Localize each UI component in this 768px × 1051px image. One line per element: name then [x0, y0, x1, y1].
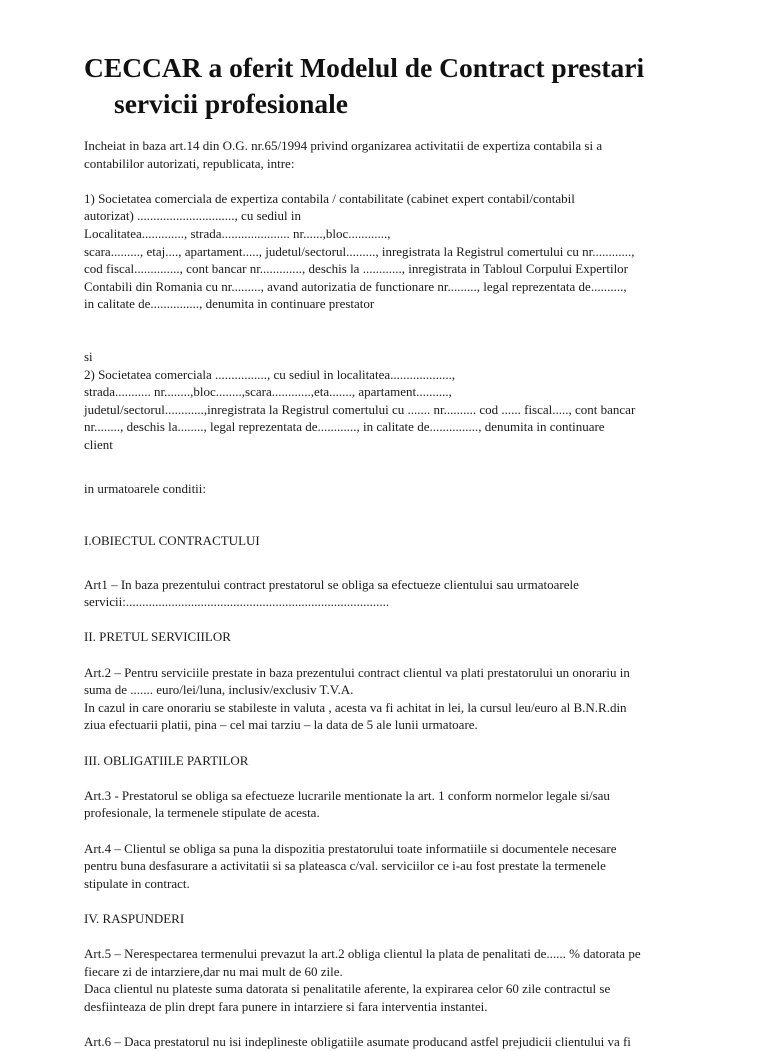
intro-line-1: Incheiat in baza art.14 din O.G. nr.65/1994 privind organizarea activitatii de expertiza contabila si a	[84, 138, 603, 153]
art2-line-4: ziua efectuarii platii, pina – cel mai tarziu – la data de 5 ale lunii urmatoare.	[84, 717, 478, 733]
party2-line-5: client	[84, 436, 113, 452]
intro-line-2: contabililor autorizati, republicata, intre:	[84, 155, 295, 171]
document-title	[84, 50, 744, 122]
party1-line-4: scara........., etaj...., apartament....., judetul/sectorul........., inregistrata la Registrul comertului cu nr............,	[84, 243, 635, 259]
conjunction-si: si	[84, 348, 93, 364]
section-heading-obligatii: III. OBLIGATIILE PARTILOR	[84, 752, 249, 768]
party2-line-1: 2) Societatea comerciala ................, cu sediul in localitatea...................,	[84, 366, 456, 382]
art6-line-1: Art.6 – Daca prestatorul nu isi indeplineste obligatiile asumate producand astfel prejudicii clientului va fi	[84, 1034, 631, 1050]
art2-line-1: Art.2 – Pentru serviciile prestate in baza prezentului contract clientul va plati prestatorului un onorariu in	[84, 664, 630, 680]
party1-line-3: Localitatea............., strada..................... nr......,bloc............,	[84, 225, 391, 241]
art2-line-3: In cazul in care onorariu se stabileste in valuta , acesta va fi achitat in lei, la cursul leu/euro al B.N.R.din	[84, 699, 627, 715]
art1-line-2: servicii:.................................................................................	[84, 594, 390, 610]
art5-line-4: desfiinteaza de plin drept fara punere in intarziere si fara interventia instantei.	[84, 998, 488, 1014]
art1-line-1: Art1 – In baza prezentului contract prestatorul se obliga sa efectueze clientului sau urmatoarele	[84, 576, 579, 592]
party2-line-2: strada........... nr........,bloc........,scara............,eta......., apartament..........,	[84, 384, 452, 400]
art4-line-2: pentru buna desfasurare a activitatii si sa plateasca c/val. serviciilor ce i-au fost prestate la termenele	[84, 858, 606, 874]
section-heading-raspunderi: IV. RASPUNDERI	[84, 910, 185, 926]
title-line-1: CECCAR a oferit Modelul de Contract prestari	[84, 52, 645, 83]
party2-line-4: nr........, deschis la........, legal reprezentata de............, in calitate de..............., denumita in continuare	[84, 419, 605, 435]
art4-line-3: stipulate in contract.	[84, 875, 190, 891]
party1-line-2: autorizat) .............................., cu sediul in	[84, 208, 301, 224]
party1-line-6: Contabili din Romania cu nr........., avand autorizatia de functionare nr........., legal reprezentata de..........,	[84, 278, 627, 294]
art3-line-2: profesionale, la termenele stipulate de acesta.	[84, 805, 320, 821]
art2-line-2: suma de ....... euro/lei/luna, inclusiv/exclusiv T.V.A.	[84, 682, 354, 698]
title-line-2: servicii profesionale	[114, 88, 348, 119]
art4-line-1: Art.4 – Clientul se obliga sa puna la dispozitia prestatorului toate informatiile si documentele necesare	[84, 840, 617, 856]
section-heading-obiect: I.OBIECTUL CONTRACTULUI	[84, 533, 260, 549]
art3-line-1: Art.3 - Prestatorul se obliga sa efectueze lucrarile mentionate la art. 1 conform normelor legale si/sau	[84, 787, 610, 803]
party1-line-7: in calitate de..............., denumita in continuare prestator	[84, 296, 375, 312]
art5-line-3: Daca clientul nu plateste suma datorata si penalitatile aferente, la expirarea celor 60 zile contractul se	[84, 981, 611, 997]
party2-line-3: judetul/sectorul............,inregistrata la Registrul comertului cu ....... nr.......... cod ...... fiscal....., cont bancar	[84, 401, 636, 417]
art5-line-1: Art.5 – Nerespectarea termenului prevazut la art.2 obliga clientul la plata de penalitati de...... % datorata pe	[84, 946, 641, 962]
section-heading-pret: II. PRETUL SERVICIILOR	[84, 629, 231, 645]
party1-line-5: cod fiscal.............., cont bancar nr............., deschis la ............, inregistrata in Tabloul Corpului Expertilor	[84, 261, 629, 277]
art5-line-2: fiecare zi de intarziere,dar nu mai mult de 60 zile.	[84, 963, 343, 979]
party1-line-1: 1) Societatea comerciala de expertiza contabila / contabilitate (cabinet expert contabil/contabil	[84, 190, 575, 206]
conditions-line: in urmatoarele conditii:	[84, 480, 207, 496]
document-body	[84, 137, 744, 1051]
